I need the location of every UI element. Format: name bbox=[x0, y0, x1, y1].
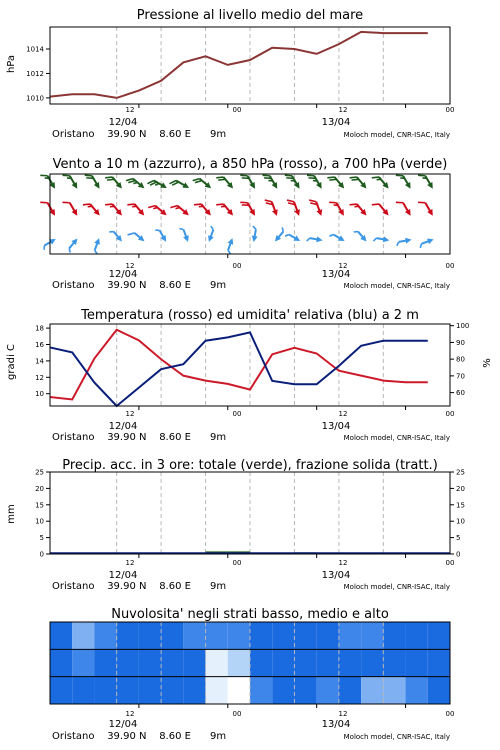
x-tick-label: 12 bbox=[338, 710, 348, 718]
wind-barb bbox=[148, 201, 168, 220]
barb-half-flag bbox=[307, 238, 310, 242]
y-tick-label: 12 bbox=[35, 373, 44, 382]
barb-half-flag bbox=[285, 233, 289, 237]
y-tick-label: 60 bbox=[456, 389, 465, 398]
date-label: 12/04 bbox=[108, 117, 138, 128]
x-tick-label: 00 bbox=[445, 559, 455, 567]
x-tick-label: 12 bbox=[125, 559, 135, 567]
cloud-cell bbox=[361, 622, 383, 649]
wind-barb bbox=[265, 197, 280, 218]
x-tick-label: 00 bbox=[232, 559, 242, 567]
cloud-cell bbox=[406, 677, 428, 704]
barb-head bbox=[427, 236, 435, 244]
x-tick-label: 00 bbox=[232, 262, 242, 270]
cloud-cell bbox=[183, 649, 205, 676]
barb-head bbox=[427, 209, 435, 217]
wind-barb bbox=[170, 176, 191, 193]
barb-head bbox=[405, 182, 413, 190]
wind-barb bbox=[147, 176, 168, 193]
cloud-cell bbox=[428, 649, 450, 676]
barb-head bbox=[427, 182, 435, 190]
x-tick-label: 00 bbox=[445, 106, 455, 114]
wind-footer bbox=[52, 262, 454, 291]
wind-barb bbox=[105, 172, 124, 192]
cloud-cell bbox=[228, 649, 250, 676]
y-tick-label: 1010 bbox=[26, 94, 44, 103]
date-label: 13/04 bbox=[321, 570, 351, 581]
wind-barb bbox=[309, 197, 324, 218]
pressure-footer bbox=[52, 106, 454, 140]
wind-barb bbox=[250, 226, 259, 242]
barb-head bbox=[49, 182, 57, 190]
cloud-cell bbox=[206, 622, 228, 649]
cloud-cell bbox=[428, 622, 450, 649]
cloud-cell bbox=[317, 622, 339, 649]
x-tick-label: 00 bbox=[445, 410, 455, 418]
cloud-cell bbox=[50, 649, 72, 676]
barb-head bbox=[294, 182, 302, 190]
wind-barb bbox=[126, 174, 146, 193]
wind-barb bbox=[307, 235, 323, 244]
cloud-cell bbox=[428, 677, 450, 704]
wind-barb bbox=[240, 198, 257, 219]
location-label: Oristano 39.90 N 8.60 E 9m bbox=[52, 432, 227, 443]
barb-head bbox=[182, 182, 190, 190]
model-label: Moloch model, CNR-ISAC, Italy bbox=[343, 583, 450, 591]
cloud-cell bbox=[139, 622, 161, 649]
barb-flag bbox=[418, 199, 425, 205]
cloud-cell bbox=[294, 677, 316, 704]
cloud-cell bbox=[139, 649, 161, 676]
temperature-line bbox=[50, 330, 428, 400]
y-tick-label: 1012 bbox=[26, 69, 44, 78]
y-tick-label: 5 bbox=[39, 534, 44, 543]
barb-head bbox=[183, 235, 191, 243]
wind-barb bbox=[40, 198, 57, 219]
barb-head bbox=[72, 182, 80, 190]
wind-title: Vento a 10 m (azzurro), a 850 hPa (rosso), a 700 hPa (verde) bbox=[52, 157, 448, 172]
wind-barb bbox=[418, 236, 435, 247]
wind-barb bbox=[418, 198, 435, 219]
barb-half-flag bbox=[281, 227, 285, 231]
barb-head bbox=[338, 235, 346, 243]
cloud-cell bbox=[361, 677, 383, 704]
temperature-ylabel-left: gradi C bbox=[6, 344, 17, 380]
x-tick-label: 12 bbox=[125, 262, 135, 270]
cloud-title: Nuvolosita' negli strati basso, medio e alto bbox=[111, 607, 389, 622]
y-tick-label: 16 bbox=[35, 341, 44, 349]
barb-half-flag bbox=[109, 230, 113, 234]
location-label: Oristano 39.90 N 8.60 E 9m bbox=[52, 731, 227, 742]
temperature-title: Temperatura (rosso) ed umidita' relativa (blu) a 2 m bbox=[81, 308, 419, 323]
barb-half-flag bbox=[329, 233, 333, 237]
wind-barb bbox=[350, 172, 369, 192]
barb-flag bbox=[40, 199, 47, 205]
precip-ylabel: mm bbox=[6, 504, 17, 524]
cloud-cell bbox=[72, 677, 94, 704]
barb-head bbox=[249, 209, 257, 217]
cloud-cell bbox=[161, 649, 183, 676]
wind-barb bbox=[329, 231, 346, 244]
barb-half-flag bbox=[354, 230, 358, 234]
cloud-cell bbox=[72, 622, 94, 649]
x-tick-label: 12 bbox=[338, 106, 348, 114]
x-tick-label: 00 bbox=[232, 106, 242, 114]
cloud-cell bbox=[339, 622, 361, 649]
model-label: Moloch model, CNR-ISAC, Italy bbox=[343, 131, 450, 139]
cloud-cell bbox=[250, 677, 272, 704]
cloud-cell bbox=[383, 649, 405, 676]
cloud-cell bbox=[228, 677, 250, 704]
plot-frame bbox=[50, 174, 450, 254]
wind-barb bbox=[287, 197, 302, 218]
wind-barb bbox=[206, 226, 217, 243]
y-tick-label: 25 bbox=[35, 468, 44, 477]
barb-half-flag bbox=[373, 238, 376, 242]
y-tick-label: 70 bbox=[456, 372, 465, 381]
cloud-cell bbox=[383, 677, 405, 704]
wind-barb bbox=[41, 236, 58, 249]
cloud-cell bbox=[183, 622, 205, 649]
barb-head bbox=[405, 237, 412, 244]
cloud-cell bbox=[272, 677, 294, 704]
barb-head bbox=[72, 209, 80, 217]
barb-half-flag bbox=[42, 246, 46, 250]
wind-barb bbox=[91, 237, 102, 254]
barb-half-flag bbox=[396, 242, 399, 246]
precip-footer bbox=[52, 559, 454, 592]
barb-head bbox=[316, 236, 323, 243]
barb-head bbox=[228, 237, 236, 245]
barb-head bbox=[293, 235, 301, 243]
wind-barb bbox=[373, 235, 389, 244]
date-label: 12/04 bbox=[108, 719, 138, 730]
date-label: 13/04 bbox=[321, 719, 351, 730]
cloud-cell bbox=[228, 622, 250, 649]
model-label: Moloch model, CNR-ISAC, Italy bbox=[343, 434, 450, 442]
cloud-cell bbox=[317, 677, 339, 704]
y-tick-label: 14 bbox=[35, 357, 44, 366]
x-tick-label: 12 bbox=[338, 559, 348, 567]
temperature-plot bbox=[35, 322, 469, 410]
date-label: 13/04 bbox=[321, 269, 351, 280]
wind-barb bbox=[127, 199, 146, 219]
cloud-cell bbox=[250, 649, 272, 676]
wind-barb bbox=[65, 237, 80, 253]
y-tick-label: 15 bbox=[35, 501, 44, 510]
cloud-cell bbox=[94, 649, 116, 676]
y-tick-label: 1014 bbox=[26, 45, 44, 54]
barb-flag bbox=[396, 199, 403, 205]
cloud-cell bbox=[317, 649, 339, 676]
pressure-plot bbox=[26, 27, 450, 108]
barb-half-flag bbox=[210, 226, 214, 230]
barb-head bbox=[49, 209, 57, 217]
wind-barb bbox=[216, 172, 235, 192]
x-tick-label: 12 bbox=[125, 710, 135, 718]
wind-barb bbox=[216, 199, 235, 219]
x-tick-label: 12 bbox=[338, 410, 348, 418]
barb-head bbox=[294, 209, 302, 217]
barb-head bbox=[251, 236, 258, 243]
precip-title: Precip. acc. in 3 ore: totale (verde), frazione solida (tratt.) bbox=[62, 458, 438, 473]
wind-barb bbox=[63, 198, 80, 219]
cloud-cell bbox=[161, 622, 183, 649]
cloud-cell bbox=[117, 649, 139, 676]
pressure-title: Pressione al livello medio del mare bbox=[136, 8, 364, 23]
wind-barb bbox=[128, 228, 147, 246]
wind-plot bbox=[40, 171, 450, 258]
y-tick-label: 5 bbox=[456, 534, 461, 543]
cloud-footer bbox=[52, 710, 454, 742]
cloud-cell bbox=[94, 622, 116, 649]
y-tick-label: 20 bbox=[456, 484, 465, 493]
y-tick-label: 25 bbox=[456, 468, 465, 477]
y-tick-label: 0 bbox=[456, 550, 461, 559]
barb-flag bbox=[128, 230, 135, 237]
cloud-plot bbox=[50, 622, 450, 708]
wind-barb bbox=[155, 227, 168, 244]
cloud-cell bbox=[406, 622, 428, 649]
location-label: Oristano 39.90 N 8.60 E 9m bbox=[52, 581, 227, 592]
wind-barb bbox=[396, 237, 412, 246]
plot-frame bbox=[50, 472, 450, 554]
cloud-cell bbox=[139, 677, 161, 704]
cloud-cell bbox=[50, 622, 72, 649]
barb-head bbox=[383, 236, 390, 243]
date-label: 12/04 bbox=[108, 421, 138, 432]
wind-barb bbox=[350, 199, 369, 219]
x-tick-label: 12 bbox=[338, 262, 348, 270]
wind-barb bbox=[194, 199, 213, 219]
x-tick-label: 12 bbox=[125, 410, 135, 418]
barb-head bbox=[272, 182, 280, 190]
temperature-ylabel-right: % bbox=[482, 358, 493, 368]
barb-flag bbox=[63, 199, 70, 205]
wind-barb bbox=[329, 198, 346, 219]
cloud-cell bbox=[339, 649, 361, 676]
x-tick-label: 00 bbox=[445, 710, 455, 718]
y-tick-label: 20 bbox=[35, 484, 44, 493]
barb-head bbox=[272, 209, 280, 217]
barb-half-flag bbox=[227, 250, 231, 254]
wind-barb bbox=[372, 199, 391, 219]
wind-barb bbox=[224, 237, 235, 254]
date-label: 13/04 bbox=[321, 421, 351, 432]
barb-head bbox=[161, 235, 169, 243]
cloud-cell bbox=[272, 649, 294, 676]
wind-barb bbox=[170, 201, 190, 220]
cloud-cell bbox=[50, 677, 72, 704]
barb-half-flag bbox=[94, 250, 98, 254]
location-label: Oristano 39.90 N 8.60 E 9m bbox=[52, 129, 227, 140]
x-tick-label: 12 bbox=[125, 106, 135, 114]
barb-half-flag bbox=[252, 226, 256, 229]
y-tick-label: 18 bbox=[35, 324, 44, 333]
barb-half-flag bbox=[155, 228, 159, 232]
location-label: Oristano 39.90 N 8.60 E 9m bbox=[52, 280, 227, 291]
wind-barb bbox=[105, 199, 124, 219]
date-label: 12/04 bbox=[108, 269, 138, 280]
model-label: Moloch model, CNR-ISAC, Italy bbox=[343, 282, 450, 290]
cloud-cell bbox=[183, 677, 205, 704]
barb-head bbox=[94, 237, 102, 245]
wind-barb bbox=[193, 174, 213, 193]
cloud-cell bbox=[406, 649, 428, 676]
wind-barb bbox=[83, 199, 102, 219]
barb-half-flag bbox=[68, 248, 72, 252]
barb-head bbox=[94, 182, 102, 190]
x-tick-label: 00 bbox=[232, 710, 242, 718]
cloud-cell bbox=[94, 677, 116, 704]
cloud-cell bbox=[294, 649, 316, 676]
model-label: Moloch model, CNR-ISAC, Italy bbox=[343, 733, 450, 741]
barb-head bbox=[249, 182, 257, 190]
wind-barb bbox=[354, 228, 369, 244]
cloud-cell bbox=[272, 622, 294, 649]
wind-barb bbox=[327, 172, 346, 192]
temperature-footer bbox=[52, 410, 454, 443]
cloud-cell bbox=[250, 622, 272, 649]
y-tick-label: 0 bbox=[39, 550, 44, 559]
cloud-cell bbox=[72, 649, 94, 676]
wind-barb bbox=[372, 172, 391, 192]
cloud-cell bbox=[117, 622, 139, 649]
cloud-cell bbox=[206, 677, 228, 704]
wind-barb bbox=[285, 231, 302, 244]
y-tick-label: 80 bbox=[456, 355, 465, 364]
cloud-cell bbox=[206, 649, 228, 676]
cloud-cell bbox=[117, 677, 139, 704]
barb-head bbox=[405, 209, 413, 217]
wind-barb bbox=[396, 198, 413, 219]
pressure-ylabel: hPa bbox=[6, 54, 17, 74]
barb-head bbox=[206, 235, 214, 243]
barb-head bbox=[316, 209, 324, 217]
pressure-line bbox=[50, 32, 428, 98]
y-tick-label: 10 bbox=[456, 517, 465, 526]
y-tick-label: 10 bbox=[35, 517, 44, 526]
plot-frame bbox=[50, 324, 450, 406]
date-label: 12/04 bbox=[108, 570, 138, 581]
barb-flag bbox=[372, 201, 379, 208]
date-label: 13/04 bbox=[321, 117, 351, 128]
cloud-cell bbox=[161, 677, 183, 704]
y-tick-label: 15 bbox=[456, 501, 465, 510]
y-tick-label: 10 bbox=[35, 390, 44, 399]
cloud-cell bbox=[294, 622, 316, 649]
barb-head bbox=[338, 209, 346, 217]
y-tick-label: 90 bbox=[456, 338, 465, 347]
cloud-cell bbox=[361, 649, 383, 676]
x-tick-label: 00 bbox=[445, 262, 455, 270]
barb-head bbox=[316, 182, 324, 190]
x-tick-label: 00 bbox=[232, 410, 242, 418]
y-tick-label: 100 bbox=[456, 322, 470, 331]
wind-barb bbox=[179, 226, 190, 243]
precip-plot bbox=[35, 469, 465, 559]
cloud-cell bbox=[339, 677, 361, 704]
cloud-cell bbox=[383, 622, 405, 649]
